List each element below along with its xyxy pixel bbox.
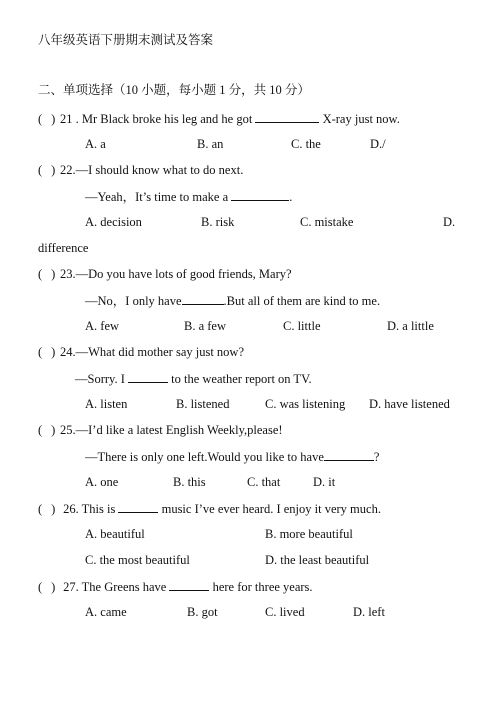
question-25: ( ) 25.—I’d like a latest English Weekly,please!	[38, 423, 283, 437]
option-a: A. one	[85, 475, 119, 489]
option-a: A. came	[85, 605, 127, 619]
answer-blank	[231, 188, 289, 201]
option-d: D. it	[313, 475, 336, 489]
option-a: A. a	[85, 137, 106, 151]
option-b: B. risk	[201, 215, 235, 229]
option-b: B. listened	[176, 397, 230, 411]
answer-bracket: ( )	[38, 112, 56, 126]
question-23: ( ) 23.—Do you have lots of good friends, Mary?	[38, 267, 292, 281]
answer-blank	[324, 448, 374, 461]
question-23-reply: —No，I only have .But all of them are kind to me.	[85, 294, 381, 308]
option-a: A. beautiful	[85, 527, 145, 541]
question-25-reply: —There is only one left.Would you like to have ?	[85, 450, 380, 464]
answer-blank	[169, 578, 209, 591]
question-24-reply: —Sorry. I to the weather report on TV.	[75, 372, 312, 386]
option-c: C. little	[283, 319, 321, 333]
answer-bracket: ( )	[38, 345, 56, 359]
answer-blank	[118, 500, 158, 513]
answer-bracket: ( )	[38, 502, 56, 516]
option-d: D./	[370, 137, 386, 151]
option-d: D. a little	[387, 319, 434, 333]
option-b: B. more beautiful	[265, 527, 353, 541]
option-a: A. few	[85, 319, 120, 333]
option-d: D. left	[353, 605, 385, 619]
question-26: ( ) 26. This is music I’ve ever heard. I enjoy it very much.	[38, 502, 381, 516]
option-b: B. got	[187, 605, 218, 619]
answer-bracket: ( )	[38, 580, 56, 594]
option-c: C. the most beautiful	[85, 553, 190, 567]
option-b: B. this	[173, 475, 206, 489]
answer-blank	[128, 370, 168, 383]
option-c: C. lived	[265, 605, 305, 619]
option-c: C. was listening	[265, 397, 346, 411]
question-22: ( ) 22.—I should know what to do next.	[38, 163, 244, 177]
option-d: D.	[443, 215, 456, 229]
answer-blank	[182, 292, 224, 305]
option-d: D. the least beautiful	[265, 553, 370, 567]
question-27: ( ) 27. The Greens have here for three years.	[38, 580, 313, 594]
option-c: C. that	[247, 475, 281, 489]
answer-blank	[255, 110, 319, 123]
option-a: A. decision	[85, 215, 142, 229]
option-c: C. mistake	[300, 215, 354, 229]
answer-bracket: ( )	[38, 267, 56, 281]
question-24: ( ) 24.—What did mother say just now?	[38, 345, 244, 359]
option-d: D. have listened	[369, 397, 450, 411]
option-a: A. listen	[85, 397, 128, 411]
section-heading: 二、单项选择（10 小题，每小题 1 分，共 10 分）	[38, 83, 310, 97]
option-b: B. an	[197, 137, 224, 151]
option-b: B. a few	[184, 319, 226, 333]
option-c: C. the	[291, 137, 321, 151]
document-title: 八年级英语下册期末测试及答案	[38, 33, 214, 47]
question-22-wrapped-option: difference	[38, 241, 89, 255]
question-21: ( ) 21 . Mr Black broke his leg and he got X-ray just now.	[38, 112, 400, 126]
answer-bracket: ( )	[38, 423, 56, 437]
question-22-reply: —Yeah，It’s time to make a .	[85, 190, 293, 204]
answer-bracket: ( )	[38, 163, 56, 177]
